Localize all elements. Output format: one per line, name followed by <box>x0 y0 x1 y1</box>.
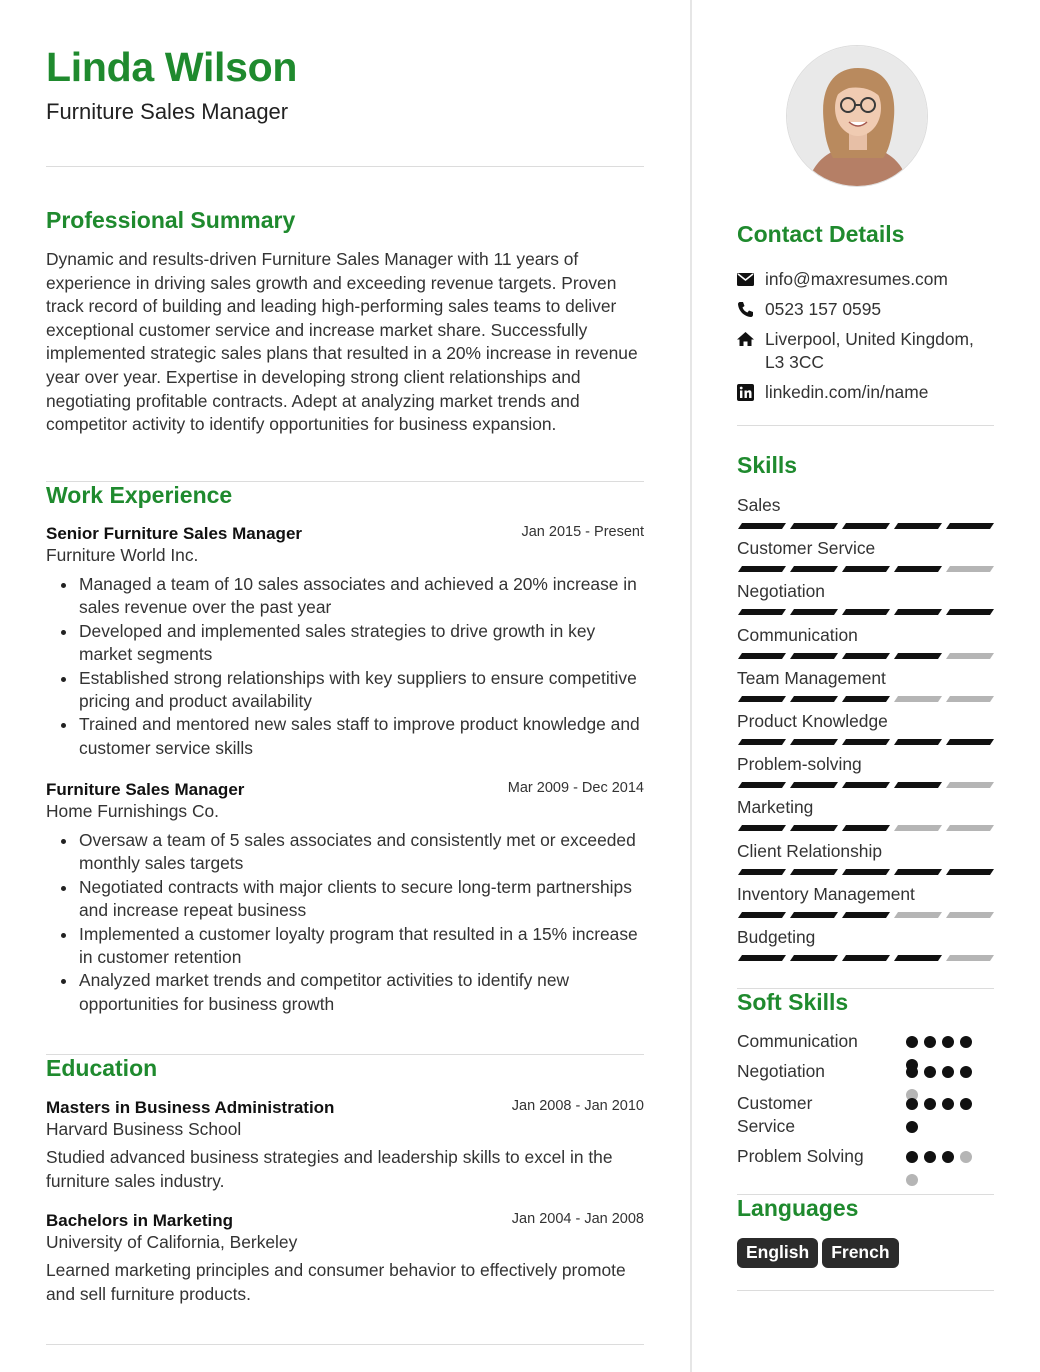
skill-level-bar <box>737 523 994 529</box>
bullet-item: Developed and implemented sales strategies to drive growth in key market segments <box>46 620 644 667</box>
soft-skill-name: Communication <box>737 1031 858 1051</box>
skill-item <box>737 495 994 516</box>
soft-skill-name: Negotiation <box>737 1061 825 1081</box>
skill-segment-filled <box>842 782 890 788</box>
skill-segment-filled <box>894 955 942 961</box>
skill-segment-filled <box>946 609 994 615</box>
skill-segment-empty <box>946 782 994 788</box>
skill-segment-filled <box>738 782 786 788</box>
languages-divider <box>737 1290 994 1291</box>
skill-segment-filled <box>946 523 994 529</box>
skill-segment-filled <box>738 912 786 918</box>
phone-icon <box>737 301 754 318</box>
bullet-item: Analyzed market trends and competitor activities to identify new opportunities for business growth <box>46 969 644 1016</box>
candidate-name: Linda Wilson <box>46 44 298 90</box>
degree-title: Bachelors in Marketing <box>46 1211 234 1230</box>
education-date: Jan 2008 - Jan 2010 <box>511 1098 644 1114</box>
education-entry <box>46 1098 644 1191</box>
email-text: info@maxresumes.com <box>765 269 948 289</box>
skill-name: Client Relationship <box>737 840 883 861</box>
skill-segment-filled <box>842 566 890 572</box>
skill-segment-filled <box>738 739 786 745</box>
contact-divider <box>737 425 994 426</box>
school-name: University of California, Berkeley <box>46 1232 298 1252</box>
skill-segment-filled <box>790 912 838 918</box>
soft-skill-name: Customer Service <box>737 1093 813 1136</box>
experience-heading: Work Experience <box>46 482 233 508</box>
bullet-item: Oversaw a team of 5 sales associates and consistently met or exceeded monthly sales targets <box>46 829 644 876</box>
skill-segment-filled <box>738 869 786 875</box>
degree-title: Masters in Business Administration <box>46 1098 335 1117</box>
skill-segment-filled <box>894 869 942 875</box>
rating-dot-filled <box>960 1036 972 1048</box>
job-bullets <box>46 829 644 1016</box>
education-date: Jan 2004 - Jan 2008 <box>511 1211 644 1227</box>
skill-segment-empty <box>894 825 942 831</box>
skill-level-bar <box>737 912 994 918</box>
bullet-item: Negotiated contracts with major clients to secure long-term partnerships and increase repeat business <box>46 876 644 923</box>
skill-segment-filled <box>894 782 942 788</box>
skill-name: Budgeting <box>737 927 816 947</box>
skill-segment-empty <box>894 912 942 918</box>
skill-segment-empty <box>946 825 994 831</box>
skill-segment-filled <box>894 609 942 615</box>
skill-segment-filled <box>790 825 838 831</box>
language-pill: English <box>737 1238 818 1268</box>
education-entry <box>46 1211 644 1304</box>
skill-segment-filled <box>738 825 786 831</box>
job-date: Mar 2009 - Dec 2014 <box>507 780 644 796</box>
skill-segment-filled <box>894 566 942 572</box>
skill-segment-filled <box>894 739 942 745</box>
rating-dot-filled <box>960 1098 972 1110</box>
rating-dot-filled <box>906 1036 918 1048</box>
envelope-icon <box>737 271 754 288</box>
rating-dot-filled <box>924 1151 936 1163</box>
rating-dot-filled <box>942 1098 954 1110</box>
skill-level-bar <box>737 653 994 659</box>
skill-segment-filled <box>738 653 786 659</box>
skill-segment-filled <box>842 653 890 659</box>
skill-name: Team Management <box>737 667 886 688</box>
skill-item <box>737 927 994 948</box>
skill-segment-filled <box>894 653 942 659</box>
rating-dot-empty <box>960 1151 972 1163</box>
skill-segment-filled <box>842 696 890 702</box>
skill-segment-empty <box>946 653 994 659</box>
language-pill: French <box>822 1238 898 1268</box>
school-name: Harvard Business School <box>46 1119 242 1139</box>
job-entry <box>46 780 644 1016</box>
linkedin-icon <box>737 384 754 401</box>
skill-name: Product Knowledge <box>737 711 888 731</box>
skill-item <box>737 841 994 862</box>
job-date: Jan 2015 - Present <box>521 524 644 540</box>
skill-level-bar <box>737 955 994 961</box>
soft-skill-name: Problem Solving <box>737 1146 864 1166</box>
bullet-item: Established strong relationships with key suppliers to ensure competitive pricing and product availability <box>46 667 644 714</box>
skill-segment-filled <box>790 653 838 659</box>
bullet-item: Implemented a customer loyalty program that resulted in a 15% increase in customer retention <box>46 923 644 970</box>
job-company: Furniture World Inc. <box>46 545 199 565</box>
rating-dot-filled <box>906 1121 918 1133</box>
skill-name: Sales <box>737 495 781 515</box>
skill-name: Negotiation <box>737 581 825 602</box>
skill-segment-filled <box>790 566 838 572</box>
education-desc: Studied advanced business strategies and leadership skills to excel in the furniture sales industry. <box>46 1147 613 1191</box>
skills-heading: Skills <box>737 452 798 478</box>
rating-dot-filled <box>924 1098 936 1110</box>
job-bullets <box>46 573 644 760</box>
header-divider <box>46 166 644 167</box>
bullet-item: Trained and mentored new sales staff to improve product knowledge and customer service skills <box>46 713 644 760</box>
education-desc: Learned marketing principles and consumer behavior to effectively promote and sell furniture products. <box>46 1260 626 1304</box>
skill-item <box>737 884 994 905</box>
skill-name: Marketing <box>737 797 814 818</box>
skill-name: Customer Service <box>737 538 876 559</box>
job-entry <box>46 524 644 760</box>
skill-segment-filled <box>842 609 890 615</box>
skill-segment-empty <box>946 955 994 961</box>
skill-segment-filled <box>790 869 838 875</box>
soft-skill-rating <box>905 1151 985 1191</box>
skill-name: Communication <box>737 624 858 645</box>
job-company: Home Furnishings Co. <box>46 801 220 821</box>
skill-segment-filled <box>842 912 890 918</box>
rating-dot-filled <box>906 1151 918 1163</box>
skill-segment-empty <box>946 912 994 918</box>
skill-segment-filled <box>790 609 838 615</box>
job-title: Senior Furniture Sales Manager <box>46 524 303 543</box>
skill-segment-empty <box>894 696 942 702</box>
skill-segment-filled <box>738 955 786 961</box>
rating-dot-filled <box>906 1066 918 1078</box>
skill-level-bar <box>737 609 994 615</box>
rating-dot-filled <box>942 1151 954 1163</box>
address-text: Liverpool, United Kingdom, L3 3CC <box>765 329 974 372</box>
skill-level-bar <box>737 739 994 745</box>
rating-dot-filled <box>906 1098 918 1110</box>
candidate-title: Furniture Sales Manager <box>46 99 289 124</box>
skill-level-bar <box>737 825 994 831</box>
skill-segment-empty <box>946 566 994 572</box>
bullet-item: Managed a team of 10 sales associates and achieved a 20% increase in sales revenue over the past year <box>46 573 644 620</box>
skill-segment-filled <box>842 825 890 831</box>
skill-segment-filled <box>790 523 838 529</box>
contact-heading: Contact Details <box>737 221 905 247</box>
skill-segment-filled <box>790 696 838 702</box>
rating-dot-filled <box>942 1036 954 1048</box>
summary-heading: Professional Summary <box>46 207 296 233</box>
skill-segment-filled <box>738 523 786 529</box>
skill-segment-filled <box>894 523 942 529</box>
skill-level-bar <box>737 782 994 788</box>
linkedin-text: linkedin.com/in/name <box>765 382 929 402</box>
skill-segment-filled <box>842 955 890 961</box>
rating-dot-filled <box>960 1066 972 1078</box>
skill-item <box>737 625 994 646</box>
profile-photo <box>786 45 928 187</box>
column-divider <box>690 0 692 1372</box>
skill-segment-filled <box>842 523 890 529</box>
rating-dot-empty <box>906 1174 918 1186</box>
skill-name: Problem-solving <box>737 754 862 775</box>
skill-segment-filled <box>790 782 838 788</box>
skill-segment-filled <box>842 739 890 745</box>
rating-dot-filled <box>924 1066 936 1078</box>
languages-heading: Languages <box>737 1195 859 1221</box>
skill-item <box>737 581 994 602</box>
home-icon <box>737 331 754 348</box>
skill-segment-filled <box>842 869 890 875</box>
skill-level-bar <box>737 696 994 702</box>
phone-text: 0523 157 0595 <box>765 299 882 319</box>
skill-segment-filled <box>946 869 994 875</box>
skill-item <box>737 538 994 559</box>
skill-item <box>737 668 994 689</box>
rating-dot-filled <box>924 1036 936 1048</box>
skill-item <box>737 797 994 818</box>
skill-segment-empty <box>946 696 994 702</box>
soft-skills-heading: Soft Skills <box>737 989 849 1015</box>
skill-level-bar <box>737 566 994 572</box>
skill-item <box>737 754 994 775</box>
soft-skill-rating <box>905 1098 985 1138</box>
languages-list <box>737 1238 903 1268</box>
footer-divider <box>46 1344 644 1345</box>
skill-segment-filled <box>738 609 786 615</box>
education-heading: Education <box>46 1055 158 1081</box>
skill-segment-filled <box>738 696 786 702</box>
summary-text: Dynamic and results-driven Furniture Sales Manager with 11 years of experience in driving sales growth and exceeding revenue targets. Proven track record of building and leading high-performing sales teams to deliver exceptional customer service and increase market share. Successfully implemented strategic sales plans that resulted in a 20% increase in revenue year over year. Expertise in developing strong client relationships and negotiating profitable contracts. Adept at analyzing market trends and competitor activity to identify opportunities for business expansion. <box>46 249 638 435</box>
skill-item <box>737 711 994 732</box>
skill-segment-filled <box>946 739 994 745</box>
skill-segment-filled <box>790 955 838 961</box>
skill-name: Inventory Management <box>737 883 915 904</box>
rating-dot-filled <box>942 1066 954 1078</box>
skill-segment-filled <box>790 739 838 745</box>
skill-level-bar <box>737 869 994 875</box>
skill-segment-filled <box>738 566 786 572</box>
job-title: Furniture Sales Manager <box>46 780 245 799</box>
